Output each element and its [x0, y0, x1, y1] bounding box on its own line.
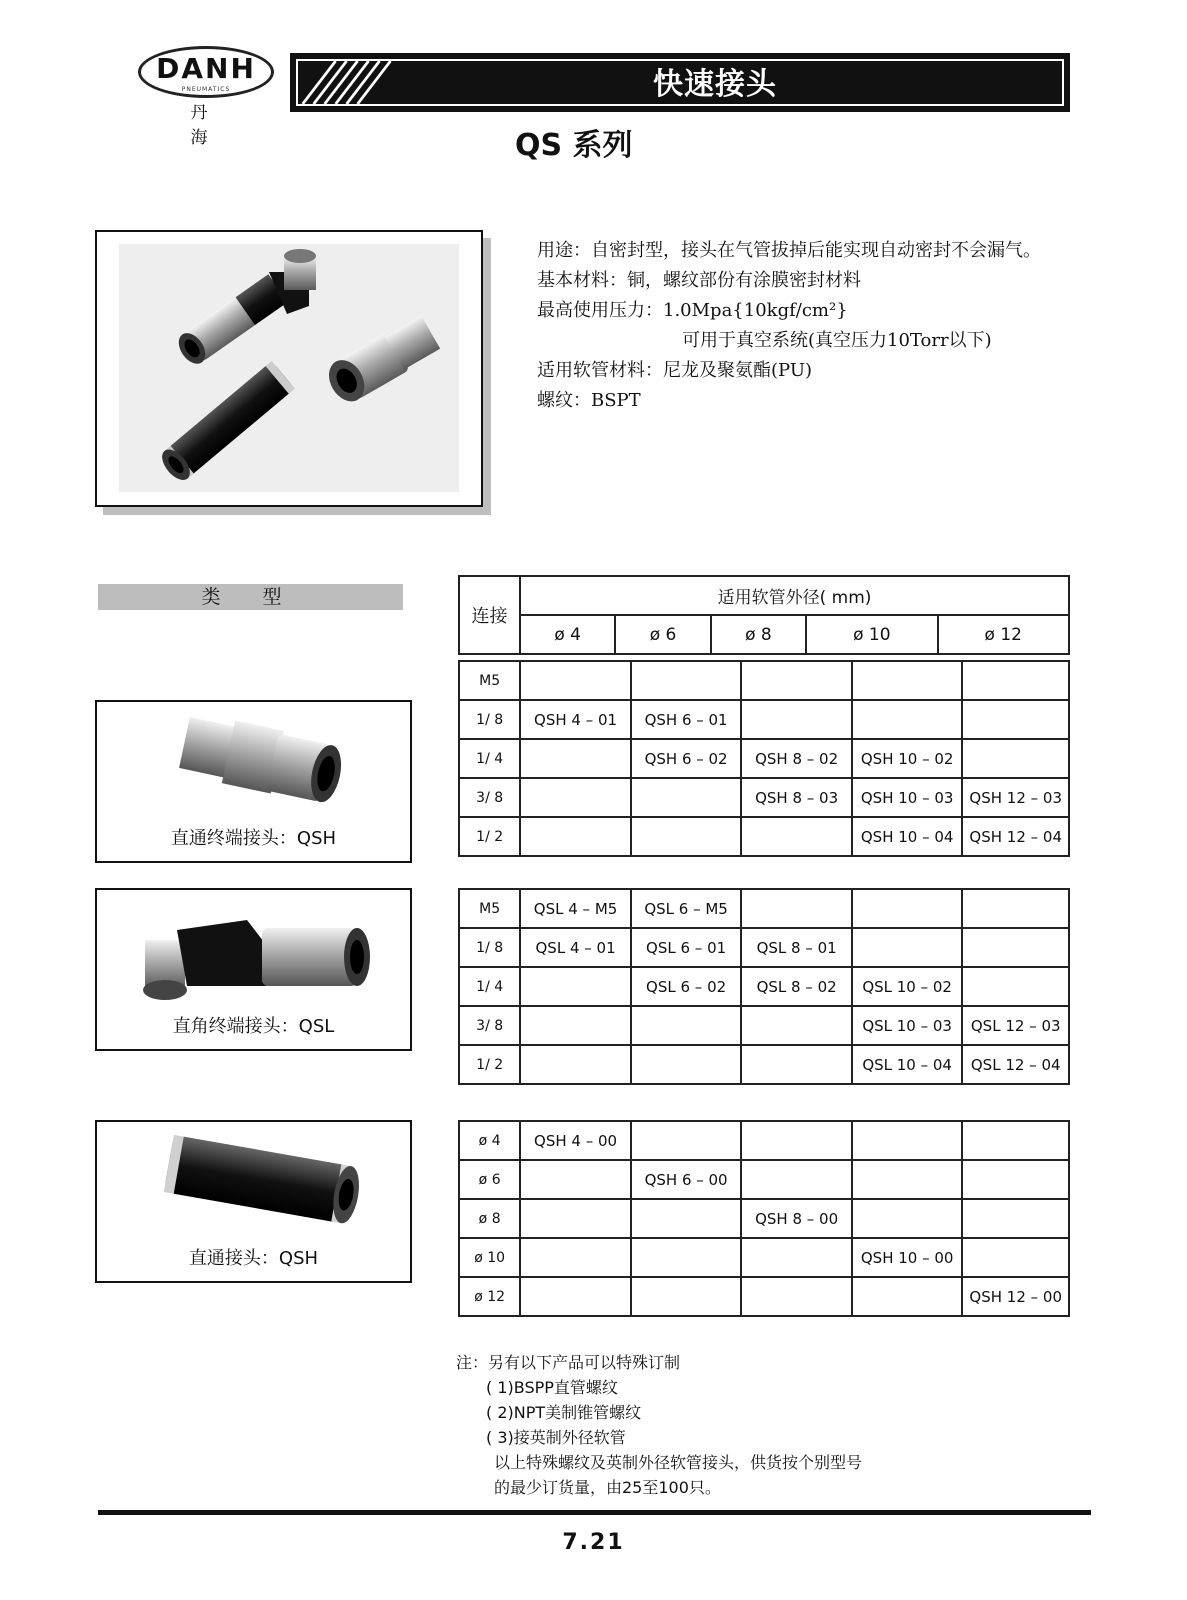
spec-list	[537, 236, 1097, 416]
logo-subline: PNEUMATICS	[181, 86, 231, 93]
notes-tail: 以上特殊螺纹及英制外径软管接头，供货按个别型号	[494, 1453, 863, 1472]
model-cell	[741, 1121, 852, 1160]
model-cell	[852, 700, 963, 739]
product-qsh-union	[95, 1120, 412, 1283]
product-caption: 直角终端接头：QSL	[172, 1016, 335, 1037]
model-cell	[962, 1199, 1069, 1238]
qsh-union-image	[97, 1122, 410, 1247]
table-row	[459, 739, 1069, 778]
connection-cell: 3/ 8	[459, 1006, 520, 1045]
connection-cell: 1/ 4	[459, 967, 520, 1006]
model-cell	[741, 1238, 852, 1277]
model-cell	[741, 1045, 852, 1084]
model-cell	[631, 778, 742, 817]
table-row	[459, 928, 1069, 967]
product-qsl-end	[95, 888, 412, 1051]
model-cell: QSH 6 – 00	[631, 1160, 742, 1199]
notes-lead: 注：另有以下产品可以特殊订制	[456, 1353, 681, 1372]
size-header: ø 10	[806, 615, 937, 654]
footer-rule	[98, 1510, 1091, 1515]
model-cell: QSL 4 – M5	[520, 889, 631, 928]
notes-tail: 的最少订货量，由25至100只。	[494, 1478, 721, 1497]
table-row	[459, 1121, 1069, 1160]
model-cell: QSL 8 – 02	[741, 967, 852, 1006]
qsh-end-image	[97, 702, 410, 827]
model-cell	[962, 889, 1069, 928]
model-cell: QSH 6 – 02	[631, 739, 742, 778]
model-cell	[852, 889, 963, 928]
table-row	[459, 1006, 1069, 1045]
model-cell	[962, 700, 1069, 739]
tube-od-header: 适用软管外径( mm)	[520, 576, 1069, 615]
model-cell	[631, 661, 742, 700]
spec-thread: 螺纹：BSPT	[537, 390, 641, 411]
connection-cell: ø 4	[459, 1121, 520, 1160]
model-cell	[741, 700, 852, 739]
model-cell	[852, 928, 963, 967]
title-bar	[290, 53, 1070, 112]
model-cell	[631, 1238, 742, 1277]
table-row	[459, 967, 1069, 1006]
model-cell	[741, 1006, 852, 1045]
notes-item: ( 2)NPT美制锥管螺纹	[486, 1403, 642, 1422]
spec-usage: 用途：自密封型，接头在气管拔掉后能实现自动密封不会漏气。	[537, 240, 1041, 261]
model-cell	[631, 1045, 742, 1084]
model-cell	[520, 1277, 631, 1316]
model-cell	[520, 1238, 631, 1277]
table-row	[459, 817, 1069, 856]
model-cell: QSH 4 – 00	[520, 1121, 631, 1160]
model-cell: QSL 8 – 01	[741, 928, 852, 967]
connection-cell: 1/ 2	[459, 1045, 520, 1084]
product-caption: 直通终端接头：QSH	[170, 828, 337, 849]
spec-vacuum: 可用于真空系统(真空压力10Torr以下)	[682, 330, 992, 351]
table-header	[458, 575, 1070, 655]
series-title: QS 系列	[515, 128, 633, 163]
model-cell: QSH 8 – 00	[741, 1199, 852, 1238]
connection-cell: M5	[459, 889, 520, 928]
connection-cell: ø 10	[459, 1238, 520, 1277]
model-cell	[852, 661, 963, 700]
model-cell	[520, 1160, 631, 1199]
connection-cell: 1/ 8	[459, 700, 520, 739]
model-cell: QSH 8 – 03	[741, 778, 852, 817]
qsh-union-table	[458, 1120, 1070, 1317]
table-row	[459, 700, 1069, 739]
table-row	[459, 661, 1069, 700]
model-cell	[520, 739, 631, 778]
model-cell: QSL 4 – 01	[520, 928, 631, 967]
model-cell	[962, 1238, 1069, 1277]
model-cell: QSL 12 – 04	[962, 1045, 1069, 1084]
model-cell: QSL 6 – 01	[631, 928, 742, 967]
size-header: ø 12	[938, 615, 1069, 654]
model-cell	[520, 1199, 631, 1238]
qsl-end-image	[97, 890, 410, 1015]
model-cell: QSH 10 – 02	[852, 739, 963, 778]
model-cell: QSL 6 – 02	[631, 967, 742, 1006]
page-title: 快速接头	[653, 67, 777, 102]
model-cell: QSH 8 – 02	[741, 739, 852, 778]
qsl-end-table	[458, 888, 1070, 1085]
spec-pressure: 最高使用压力：1.0Mpa{10kgf/cm²}	[537, 300, 848, 321]
model-cell: QSH 10 – 00	[852, 1238, 963, 1277]
model-cell	[741, 661, 852, 700]
model-cell	[852, 1199, 963, 1238]
spec-tube-material: 适用软管材料：尼龙及聚氨酯(PU)	[537, 360, 813, 381]
model-cell	[631, 817, 742, 856]
size-header: ø 6	[615, 615, 710, 654]
model-cell	[741, 1160, 852, 1199]
model-cell	[962, 967, 1069, 1006]
model-cell	[741, 889, 852, 928]
model-cell: QSH 4 – 01	[520, 700, 631, 739]
type-heading: 类 型	[98, 584, 403, 610]
model-cell	[962, 928, 1069, 967]
model-cell	[631, 1121, 742, 1160]
table-row	[459, 1277, 1069, 1316]
table-row	[459, 889, 1069, 928]
table-row	[459, 1199, 1069, 1238]
model-cell: QSL 12 – 03	[962, 1006, 1069, 1045]
model-cell: QSH 12 – 00	[962, 1277, 1069, 1316]
table-row	[459, 778, 1069, 817]
logo-wordmark: DANH	[156, 52, 256, 85]
model-cell	[520, 967, 631, 1006]
product-qsh-end	[95, 700, 412, 863]
model-cell	[852, 1277, 963, 1316]
model-cell	[631, 1277, 742, 1316]
model-cell	[520, 817, 631, 856]
model-cell	[520, 1006, 631, 1045]
notes	[456, 1350, 862, 1500]
connection-header: 连接	[459, 576, 520, 654]
model-cell	[631, 1006, 742, 1045]
connection-cell: 3/ 8	[459, 778, 520, 817]
spec-material: 基本材料：铜，螺纹部份有涂膜密封材料	[537, 270, 861, 291]
model-cell	[631, 1199, 742, 1238]
notes-item: ( 3)接英制外径软管	[486, 1428, 626, 1447]
model-cell	[741, 1277, 852, 1316]
connection-cell: 1/ 8	[459, 928, 520, 967]
connection-cell: 1/ 2	[459, 817, 520, 856]
model-cell: QSL 6 – M5	[631, 889, 742, 928]
size-header: ø 4	[520, 615, 615, 654]
table-row	[459, 1238, 1069, 1277]
model-cell	[962, 739, 1069, 778]
model-cell: QSH 10 – 03	[852, 778, 963, 817]
model-cell: QSH 10 – 04	[852, 817, 963, 856]
connection-cell: ø 6	[459, 1160, 520, 1199]
model-cell	[962, 1160, 1069, 1199]
brand-logo	[138, 46, 274, 148]
model-cell	[741, 817, 852, 856]
model-cell: QSL 10 – 04	[852, 1045, 963, 1084]
model-cell: QSH 6 – 01	[631, 700, 742, 739]
model-cell	[962, 1121, 1069, 1160]
product-photo	[95, 230, 483, 507]
model-cell: QSL 10 – 02	[852, 967, 963, 1006]
page-number: 7.21	[562, 1530, 625, 1555]
logo-chinese: 丹 海	[190, 103, 226, 148]
connection-cell: ø 8	[459, 1199, 520, 1238]
model-cell	[520, 661, 631, 700]
model-cell: QSH 12 – 04	[962, 817, 1069, 856]
model-cell	[852, 1121, 963, 1160]
connection-cell: M5	[459, 661, 520, 700]
model-cell	[520, 1045, 631, 1084]
model-cell	[520, 778, 631, 817]
connection-cell: 1/ 4	[459, 739, 520, 778]
notes-item: ( 1)BSPP直管螺纹	[486, 1378, 618, 1397]
qsh-end-table	[458, 660, 1070, 857]
model-cell: QSL 10 – 03	[852, 1006, 963, 1045]
model-cell: QSH 12 – 03	[962, 778, 1069, 817]
table-row	[459, 1160, 1069, 1199]
size-header: ø 8	[711, 615, 806, 654]
connection-cell: ø 12	[459, 1277, 520, 1316]
table-row	[459, 1045, 1069, 1084]
model-cell	[962, 661, 1069, 700]
model-cell	[852, 1160, 963, 1199]
product-caption: 直通接头：QSH	[188, 1248, 319, 1269]
